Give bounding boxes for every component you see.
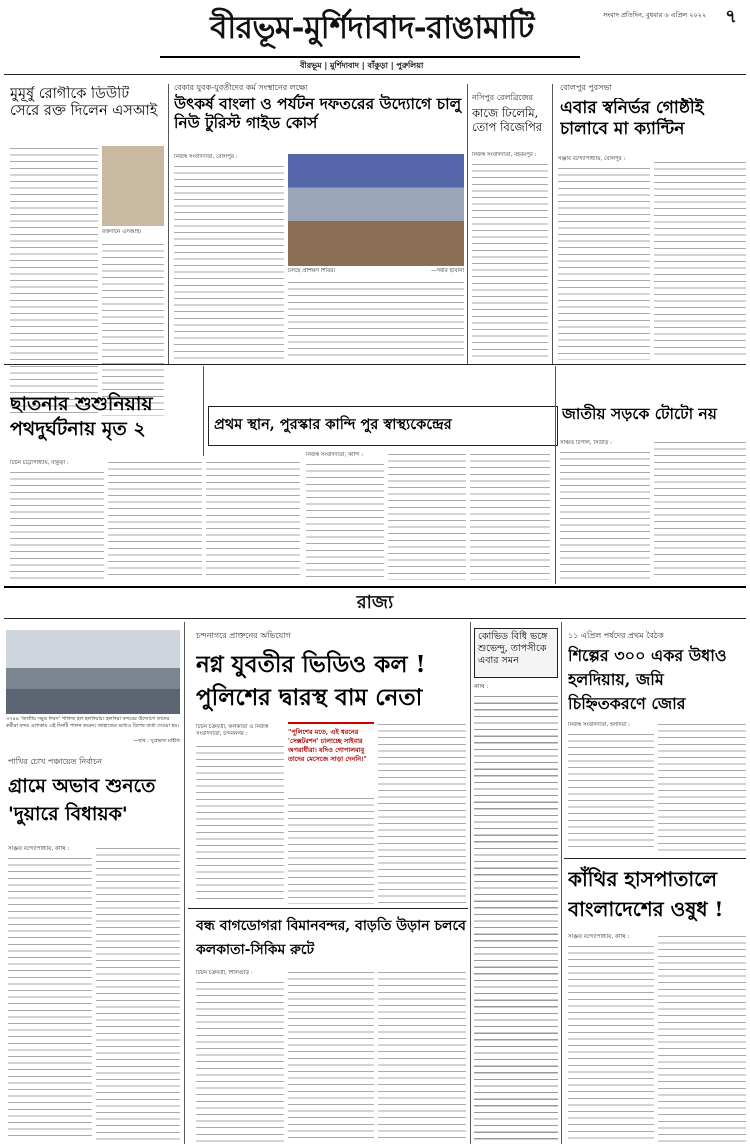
column-rule	[555, 366, 556, 584]
story-body	[96, 846, 180, 1142]
dateline: সংবাদ প্রতিদিন, বুধবার ৬ এপ্রিল ২০২২	[603, 11, 707, 19]
byline: সঞ্জিত বন্দ্যোপাধ্যায়, কাঁথি :	[568, 934, 630, 940]
story-body	[388, 452, 466, 580]
byline: নিজস্ব সংবাদদাতা, বোলপুর :	[174, 154, 238, 160]
byline: নিজস্ব সংবাদদাতা, কান্দি :	[306, 452, 364, 458]
kicker: পাখির চোখ পঞ্চায়েত নির্বাচন	[8, 757, 103, 766]
kicker-box-text: কোভিড বিধি ভঙ্গে শুভেন্দু, তাপসীকে এবার সমন	[478, 631, 548, 666]
story-body	[378, 722, 466, 904]
photo-credit: —ছবি : সুপ্রভাত মাইতি	[133, 738, 180, 744]
column-rule	[168, 84, 169, 364]
story-rule	[564, 858, 746, 859]
kicker: বেকার যুবক-যুবতীদের কর্ম সংস্থানের লক্ষ্যে	[174, 83, 308, 92]
headline: উৎকর্ষ বাংলা ও পর্যটন দফতরের উদ্যোগে চালু নিউ টুরিস্ট গাইড কোর্স	[174, 94, 462, 132]
byline: সঞ্জিত বন্দ্যোপাধ্যায়, কাঁথি :	[8, 846, 70, 852]
story-body	[10, 470, 104, 580]
byline: নিজস্ব সংবাদদাতা, হলদিয়া :	[568, 722, 631, 728]
story-body	[474, 694, 558, 1142]
headline: বন্ধ বাগডোগরা বিমানবন্দর, বাড়তি উড়ান চলবে কলকাতা-সিকিম রুটে	[196, 918, 466, 958]
sub-sections: বীরভূম | মুর্শিদাবাদ | বাঁকুড়া | পুরুলিয়া	[300, 61, 424, 70]
sub-section[interactable]: বাঁকুড়া	[367, 61, 388, 70]
page-number: ৭	[725, 6, 737, 26]
headline: ছাতনার শুশুনিয়ায় পথদুর্ঘটনায় মৃত ২	[10, 393, 153, 440]
story-rule	[188, 908, 468, 909]
headline: এবার স্বনির্ভর গোষ্ঠীই চালাবে মা ক্যান্টিন	[560, 98, 704, 139]
headline: জাতীয় সড়কে টোটো নয়	[562, 404, 717, 423]
headline: মুমূর্ষু রোগীকে ডিউটি সেরে রক্ত দিলেন এসআই	[10, 86, 158, 119]
headline: কাজে ঢিলেমি, তোপ বিজেপির	[472, 106, 543, 134]
sub-section[interactable]: মুর্শিদাবাদ	[330, 61, 360, 70]
byline: টিটন চক্রবর্তী, শিলিগুড়ি :	[196, 970, 253, 976]
byline: সঞ্চিত টিপাল, সিউড়ি :	[560, 440, 612, 446]
headline: কাঁথির হাসপাতালে বাংলাদেশের ওষুধ !	[568, 867, 724, 921]
byline: কাঁথি :	[474, 684, 489, 690]
story-body	[174, 164, 284, 360]
story-body	[196, 744, 284, 904]
column-rule	[561, 622, 562, 1144]
masthead-underline	[160, 56, 580, 58]
header-rule	[4, 74, 746, 75]
story-body	[288, 796, 374, 904]
training-photo	[288, 154, 464, 266]
story-body	[206, 460, 300, 580]
column-rule	[467, 84, 468, 364]
story-body	[306, 462, 384, 580]
story-body	[470, 452, 550, 580]
si-photo	[102, 146, 164, 226]
story-body	[654, 440, 746, 580]
sub-section[interactable]: বীরভূম	[300, 61, 322, 70]
byline: টিটন চক্রবর্তী, কলকাতা ও নিজস্ব সংবাদদাতা, চন্দননগর :	[196, 724, 269, 737]
photo-caption: চলছে প্রশিক্ষণ শিবির।	[288, 268, 336, 274]
story-body	[658, 934, 746, 1142]
kicker: ১১ এপ্রিল পর্ষদের প্রথম বৈঠক	[568, 631, 664, 640]
story-si-blood	[10, 86, 165, 416]
headline: প্রথম স্থান, পুরস্কার কান্দি পুর স্বাস্থ্যকেন্দ্রের	[214, 416, 452, 433]
section-label: রাজ্য	[356, 592, 394, 613]
story-body	[654, 160, 746, 360]
kicker: চন্দনাগরে প্রাক্তনের অভিযোগ	[196, 631, 291, 640]
story-body	[472, 162, 548, 360]
photo-caption: ৩৭৪৪ 'জাতীয় সমুদ্র দিবস' পালিত হল হলদিয়ায়। হলদিয়া বন্দরের উদ্যোগে তাদের কর্মীরা বন্দর এলাকায় এই দিনটি পালন করেন। জাহাজের মধ্যেও বিশেষ বার্তা দেওয়া হয়।	[6, 716, 179, 729]
story-body	[288, 970, 374, 1142]
story-body	[658, 722, 746, 852]
section-rule	[4, 618, 746, 619]
story-body	[560, 450, 650, 580]
story-body	[102, 242, 164, 416]
story-body	[378, 970, 466, 1142]
column-rule	[184, 622, 185, 1144]
story-body	[568, 732, 654, 852]
covid-kicker-box	[474, 628, 558, 678]
story-body	[8, 856, 92, 1142]
callout	[288, 722, 374, 790]
byline: সঞ্জীব বন্দ্যোপাধ্যায়, বোলপুর :	[558, 156, 626, 162]
column-rule	[203, 366, 204, 456]
photographer: —সমীর ছাবানা	[431, 268, 464, 274]
story-body	[108, 460, 202, 580]
story-body	[10, 146, 98, 416]
masthead: বীরভূম-মুর্শিদাবাদ-রাঙামাটি	[210, 10, 534, 46]
kicker: বোলপুর পুরসভা	[560, 83, 612, 92]
sub-section[interactable]: পুরুলিয়া	[396, 61, 424, 70]
story-body	[196, 980, 284, 1142]
column-rule	[552, 84, 553, 364]
headline: গ্রামে অভাব শুনতে 'দুয়ারে বিধায়ক'	[8, 775, 156, 825]
kicker: নসিপুর রেলব্রিজের	[472, 93, 534, 102]
story-body	[288, 280, 464, 360]
byline: নিজস্ব সংবাদদাতা, বহরমপুর :	[472, 152, 537, 158]
headline: শিল্পের ৩০০ একর উধাও হলদিয়ায়, জমি চিহ্নিতকরণে জোর	[568, 646, 727, 713]
photo-caption: রক্তদানে এসআই।	[102, 229, 142, 235]
column-rule	[470, 622, 471, 1144]
haldia-ship-photo	[6, 630, 180, 714]
story-body	[558, 166, 650, 360]
section-rule	[4, 364, 746, 365]
byline: টিটন চট্টোপাধ্যায়, বাঁকুড়া :	[10, 460, 69, 466]
callout-text: "পুলিশের মতে, এই ধরনের 'সেক্সটরশন' চালাচ্ছে সাইবার অপরাধীরা। যদিও গোপালবাবু তাদের মেসেজে সাড়া দেননি।"	[288, 728, 367, 763]
headline: নগ্ন যুবতীর ভিডিও কল ! পুলিশের দ্বারস্থ বাম নেতা	[196, 651, 426, 711]
story-body	[568, 944, 654, 1142]
